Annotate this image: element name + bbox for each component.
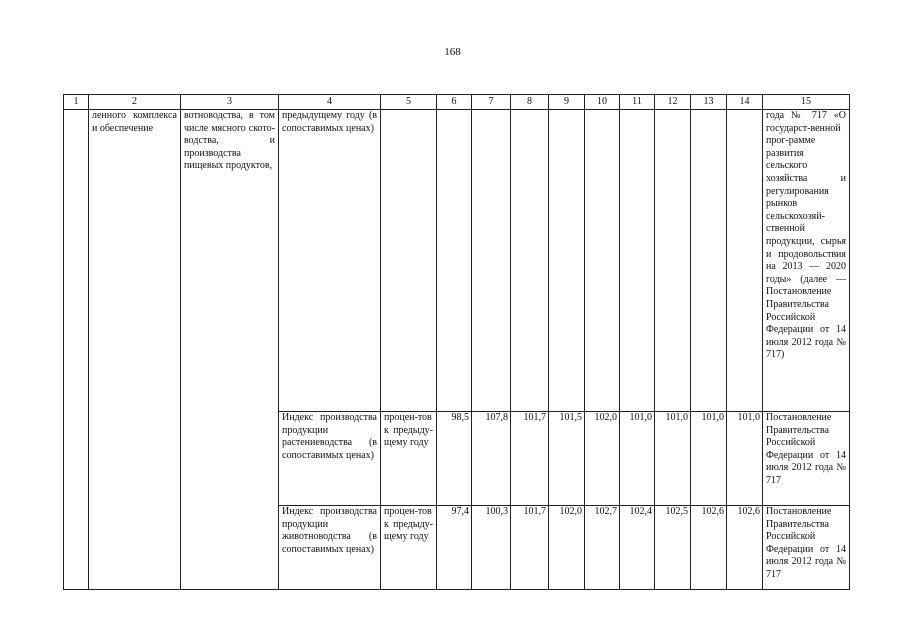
col2-cell: ленного комплекса и обеспечение [89, 110, 181, 590]
value-cell: 102,0 [549, 506, 585, 590]
value-cell: 101,0 [655, 412, 691, 506]
column-header: 8 [511, 95, 549, 110]
value-cell: 101,5 [549, 412, 585, 506]
value-cell [655, 110, 691, 412]
indicator-cell: Индекс производства продукции животноводства (в сопоставимых ценах) [279, 506, 381, 590]
value-cell: 107,8 [472, 412, 511, 506]
value-cell [511, 110, 549, 412]
value-cell: 102,6 [691, 506, 727, 590]
value-cell [549, 110, 585, 412]
column-header: 12 [655, 95, 691, 110]
value-cell: 102,7 [585, 506, 620, 590]
value-cell: 98,5 [437, 412, 472, 506]
value-cell [620, 110, 655, 412]
units-cell: процен-тов к предыду-щему году [381, 506, 437, 590]
source-cell: года № 717 «О государст-венной прог-рамме развития сельского хозяйства и регулирования рынков сельскохозяй-ственной продукции, сырья и продовольствия на 2013 — 2020 годы» (далее — Постановление Правительства Российской Федерации от 14 июля 2012 года № 717) [763, 110, 850, 412]
column-number-row [64, 95, 850, 110]
value-cell: 102,5 [655, 506, 691, 590]
value-cell: 101,0 [620, 412, 655, 506]
value-cell: 101,7 [511, 412, 549, 506]
indicator-cell: предыдущему году (в сопоставимых ценах) [279, 110, 381, 412]
column-header: 14 [727, 95, 763, 110]
indicators-table [63, 94, 850, 590]
source-cell: Постановление Правительства Российской Федерации от 14 июля 2012 года № 717 [763, 506, 850, 590]
value-cell: 102,4 [620, 506, 655, 590]
column-header: 10 [585, 95, 620, 110]
value-cell [472, 110, 511, 412]
value-cell: 101,7 [511, 506, 549, 590]
indicator-cell: Индекс производства продукции растениеводства (в сопоставимых ценах) [279, 412, 381, 506]
column-header: 9 [549, 95, 585, 110]
value-cell: 101,0 [691, 412, 727, 506]
value-cell: 102,6 [727, 506, 763, 590]
column-header: 15 [763, 95, 850, 110]
value-cell [691, 110, 727, 412]
value-cell [585, 110, 620, 412]
column-header: 6 [437, 95, 472, 110]
value-cell: 97,4 [437, 506, 472, 590]
value-cell [437, 110, 472, 412]
value-cell [727, 110, 763, 412]
column-header: 2 [89, 95, 181, 110]
units-cell: процен-тов к предыду-щему году [381, 412, 437, 506]
column-header: 13 [691, 95, 727, 110]
column-header: 11 [620, 95, 655, 110]
column-header: 5 [381, 95, 437, 110]
col3-cell: вотноводства, в том числе мясного ското-водства, и производства пищевых продуктов, [181, 110, 279, 590]
value-cell: 102,0 [585, 412, 620, 506]
source-cell: Постановление Правительства Российской Федерации от 14 июля 2012 года № 717 [763, 412, 850, 506]
column-header: 3 [181, 95, 279, 110]
column-header: 1 [64, 95, 89, 110]
col1-cell [64, 110, 89, 590]
column-header: 7 [472, 95, 511, 110]
value-cell: 101,0 [727, 412, 763, 506]
table-row [64, 110, 850, 412]
column-header: 4 [279, 95, 381, 110]
units-cell [381, 110, 437, 412]
value-cell: 100,3 [472, 506, 511, 590]
page-number: 168 [444, 46, 461, 58]
